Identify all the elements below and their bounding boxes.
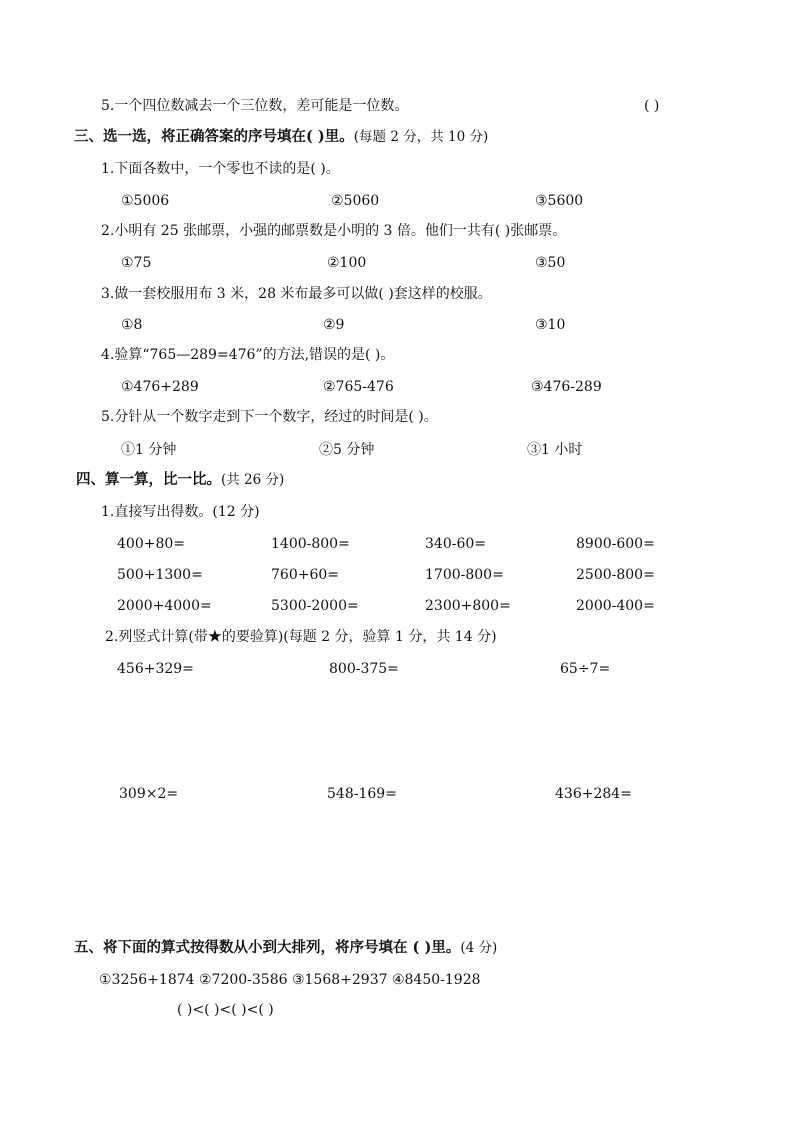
sort-answer-blanks[interactable]: ( )<( )<( )<( ) [177,1002,274,1018]
choice-option[interactable]: ①1 分钟 [121,442,177,458]
judge-answer-blank[interactable]: ( ) [644,98,660,114]
oral-calc: 400+80= [117,536,185,552]
section-5-title-text: 五、将下面的算式按得数从小到大排列，将序号填在 ( )里。 [74,939,461,956]
section-3-title [74,128,488,146]
oral-calc: 1400-800= [271,536,350,552]
section-4-title-text: 四、算一算，比一比。 [76,471,221,488]
oral-calc: 2000-400= [576,598,655,614]
vertical-calc: 65÷7= [560,661,611,677]
choice-question-1: 1.下面各数中，一个零也不读的是( )。 [101,161,340,177]
section-5-note: (4 分) [460,940,498,956]
oral-calc: 500+1300= [117,567,203,583]
vertical-calc: 309×2= [119,786,179,802]
choice-option[interactable]: ③5600 [535,193,584,209]
vertical-calc: 456+329= [117,661,194,677]
vertical-calc: 548-169= [327,786,397,802]
choice-option[interactable]: ①75 [121,255,152,271]
oral-calc: 1700-800= [425,567,504,583]
choice-option[interactable]: ③476-289 [531,379,602,395]
choice-option[interactable]: ①476+289 [121,379,199,395]
sort-expressions: ①3256+1874 ②7200-3586 ③1568+2937 ④8450-1928 [99,972,481,988]
choice-question-4: 4.验算“765—289=476”的方法,错误的是( )。 [101,347,395,363]
choice-question-2: 2.小明有 25 张邮票，小强的邮票数是小明的 3 倍。他们一共有( )张邮票。 [101,223,567,239]
choice-question-3: 3.做一套校服用布 3 米，28 米布最多可以做( )套这样的校服。 [101,286,492,302]
sub-question-2: 2.列竖式计算(带★的要验算)(每题 2 分，验算 1 分，共 14 分) [105,629,497,645]
choice-question-5: 5.分针从一个数字走到下一个数字，经过的时间是( )。 [101,409,438,425]
section-4-note: (共 26 分) [221,472,285,488]
oral-calc: 2300+800= [425,598,511,614]
choice-option[interactable]: ②5 分钟 [319,442,375,458]
section-4-title [76,471,284,489]
section-3-title-text: 三、选一选，将正确答案的序号填在( )里。 [74,128,354,145]
oral-calc: 2000+4000= [117,598,212,614]
vertical-calc: 800-375= [329,661,399,677]
choice-option[interactable]: ①8 [121,317,143,333]
choice-option[interactable]: ③10 [535,317,566,333]
oral-calc: 340-60= [425,536,486,552]
choice-option[interactable]: ②9 [323,317,345,333]
vertical-calc: 436+284= [555,786,632,802]
choice-option[interactable]: ②100 [327,255,367,271]
section-5-title [74,939,497,957]
choice-option[interactable]: ③1 小时 [527,442,583,458]
oral-calc: 760+60= [271,567,339,583]
choice-option[interactable]: ①5006 [121,193,170,209]
oral-calc: 2500-800= [576,567,655,583]
sub-question-1: 1.直接写出得数。(12 分) [101,504,260,520]
oral-calc: 5300-2000= [271,598,359,614]
choice-option[interactable]: ②5060 [331,193,380,209]
judge-question-5: 5.一个四位数减去一个三位数，差可能是一位数。 [101,98,409,114]
section-3-note: (每题 2 分，共 10 分) [353,129,489,145]
oral-calc: 8900-600= [576,536,655,552]
choice-option[interactable]: ③50 [535,255,566,271]
choice-option[interactable]: ②765-476 [323,379,394,395]
